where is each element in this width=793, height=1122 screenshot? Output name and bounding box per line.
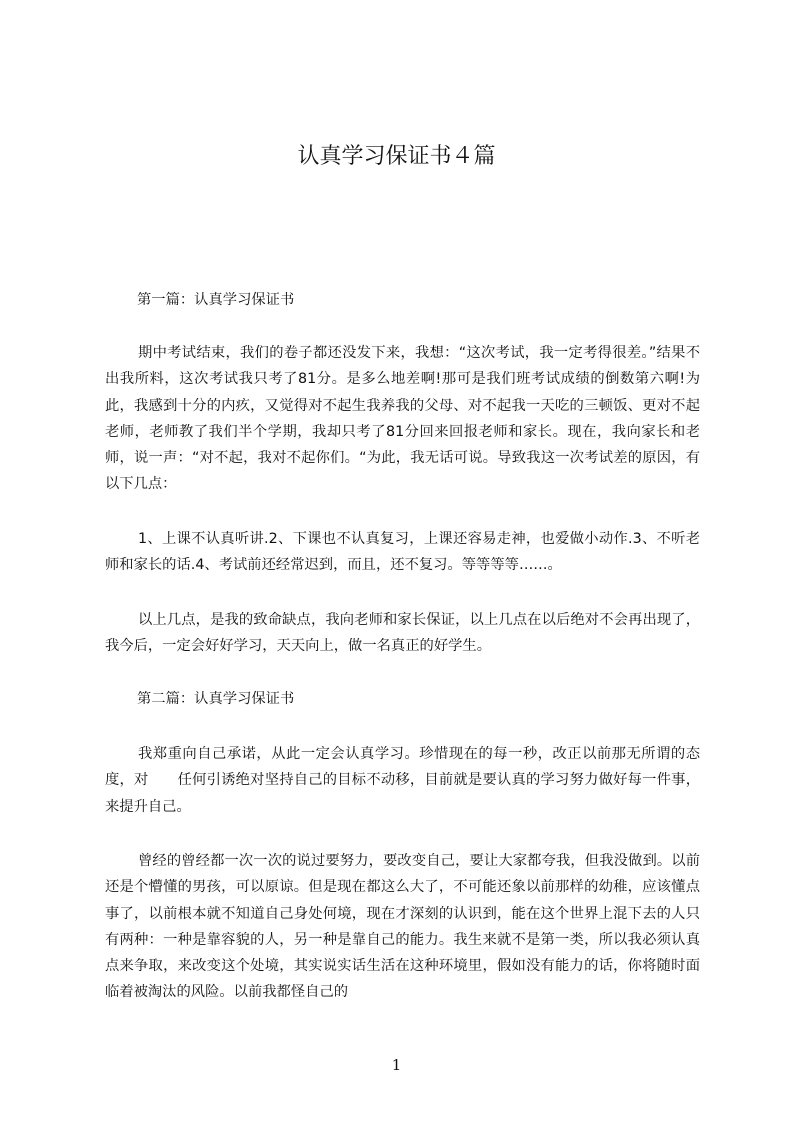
paragraph-1: 期中考试结束，我们的卷子都还没发下来，我想：“这次考试，我一定考得很差。”结果不出我所料，这次考试我只考了81分。是多么地差啊!那可是我们班考试成绩的倒数第六啊!为此，我感到十分的内疚，又觉得对不起生我养我的父母、对不起我一天吃的三顿饭、更对不起老师，老师教了我们半个学期，我却只考了81分回来回报老师和家长。现在，我向家长和老师，说一声：“对不起，我对不起你们。“为此，我无话可说。导致我这一次考试差的原因，有以下几点： xyxy=(105,345,700,493)
paragraph-2: 1、上课不认真听讲.2、下课也不认真复习，上课还容易走神，也爱做小动作.3、不听老师和家长的话.4、考试前还经常迟到，而且，还不复习。等等等等……。 xyxy=(105,531,700,574)
paragraph-5: 曾经的曾经都一次一次的说过要努力，要改变自己，要让大家都夸我，但我没做到。以前还是个懵懂的男孩，可以原谅。但是现在都这么大了，不可能还象以前那样的幼稚，应该懂点事了，以前根本就不知道自己身处何境，现在才深刻的认识到，能在这个世界上混下去的人只有两种：一种是靠容貌的人，另一种是靠自己的能力。我生来就不是第一类，所以我必须认真点来争取，来改变这个处境，其实说实话生活在这种环境里，假如没有能力的话，你将随时面临着被淘汰的风险。以前我都怪自己的 xyxy=(105,853,700,1001)
paragraph-4: 我郑重向自己承诺，从此一定会认真学习。珍惜现在的每一秒，改正以前那无所谓的态度，对 任何引诱绝对坚持自己的目标不动移，目前就是要认真的学习努力做好每一件事，来提升自己。 xyxy=(105,746,700,815)
document-title: 认真学习保证书４篇 xyxy=(297,144,496,169)
paragraph-3: 以上几点，是我的致命缺点，我向老师和家长保证，以上几点在以后绝对不会再出现了，我今后，一定会好好学习，天天向上，做一名真正的好学生。 xyxy=(105,612,700,655)
section-heading-2: 第二篇：认真学习保证书 xyxy=(137,691,295,707)
page-number: 1 xyxy=(391,1056,402,1074)
section-heading-1: 第一篇：认真学习保证书 xyxy=(137,292,295,308)
